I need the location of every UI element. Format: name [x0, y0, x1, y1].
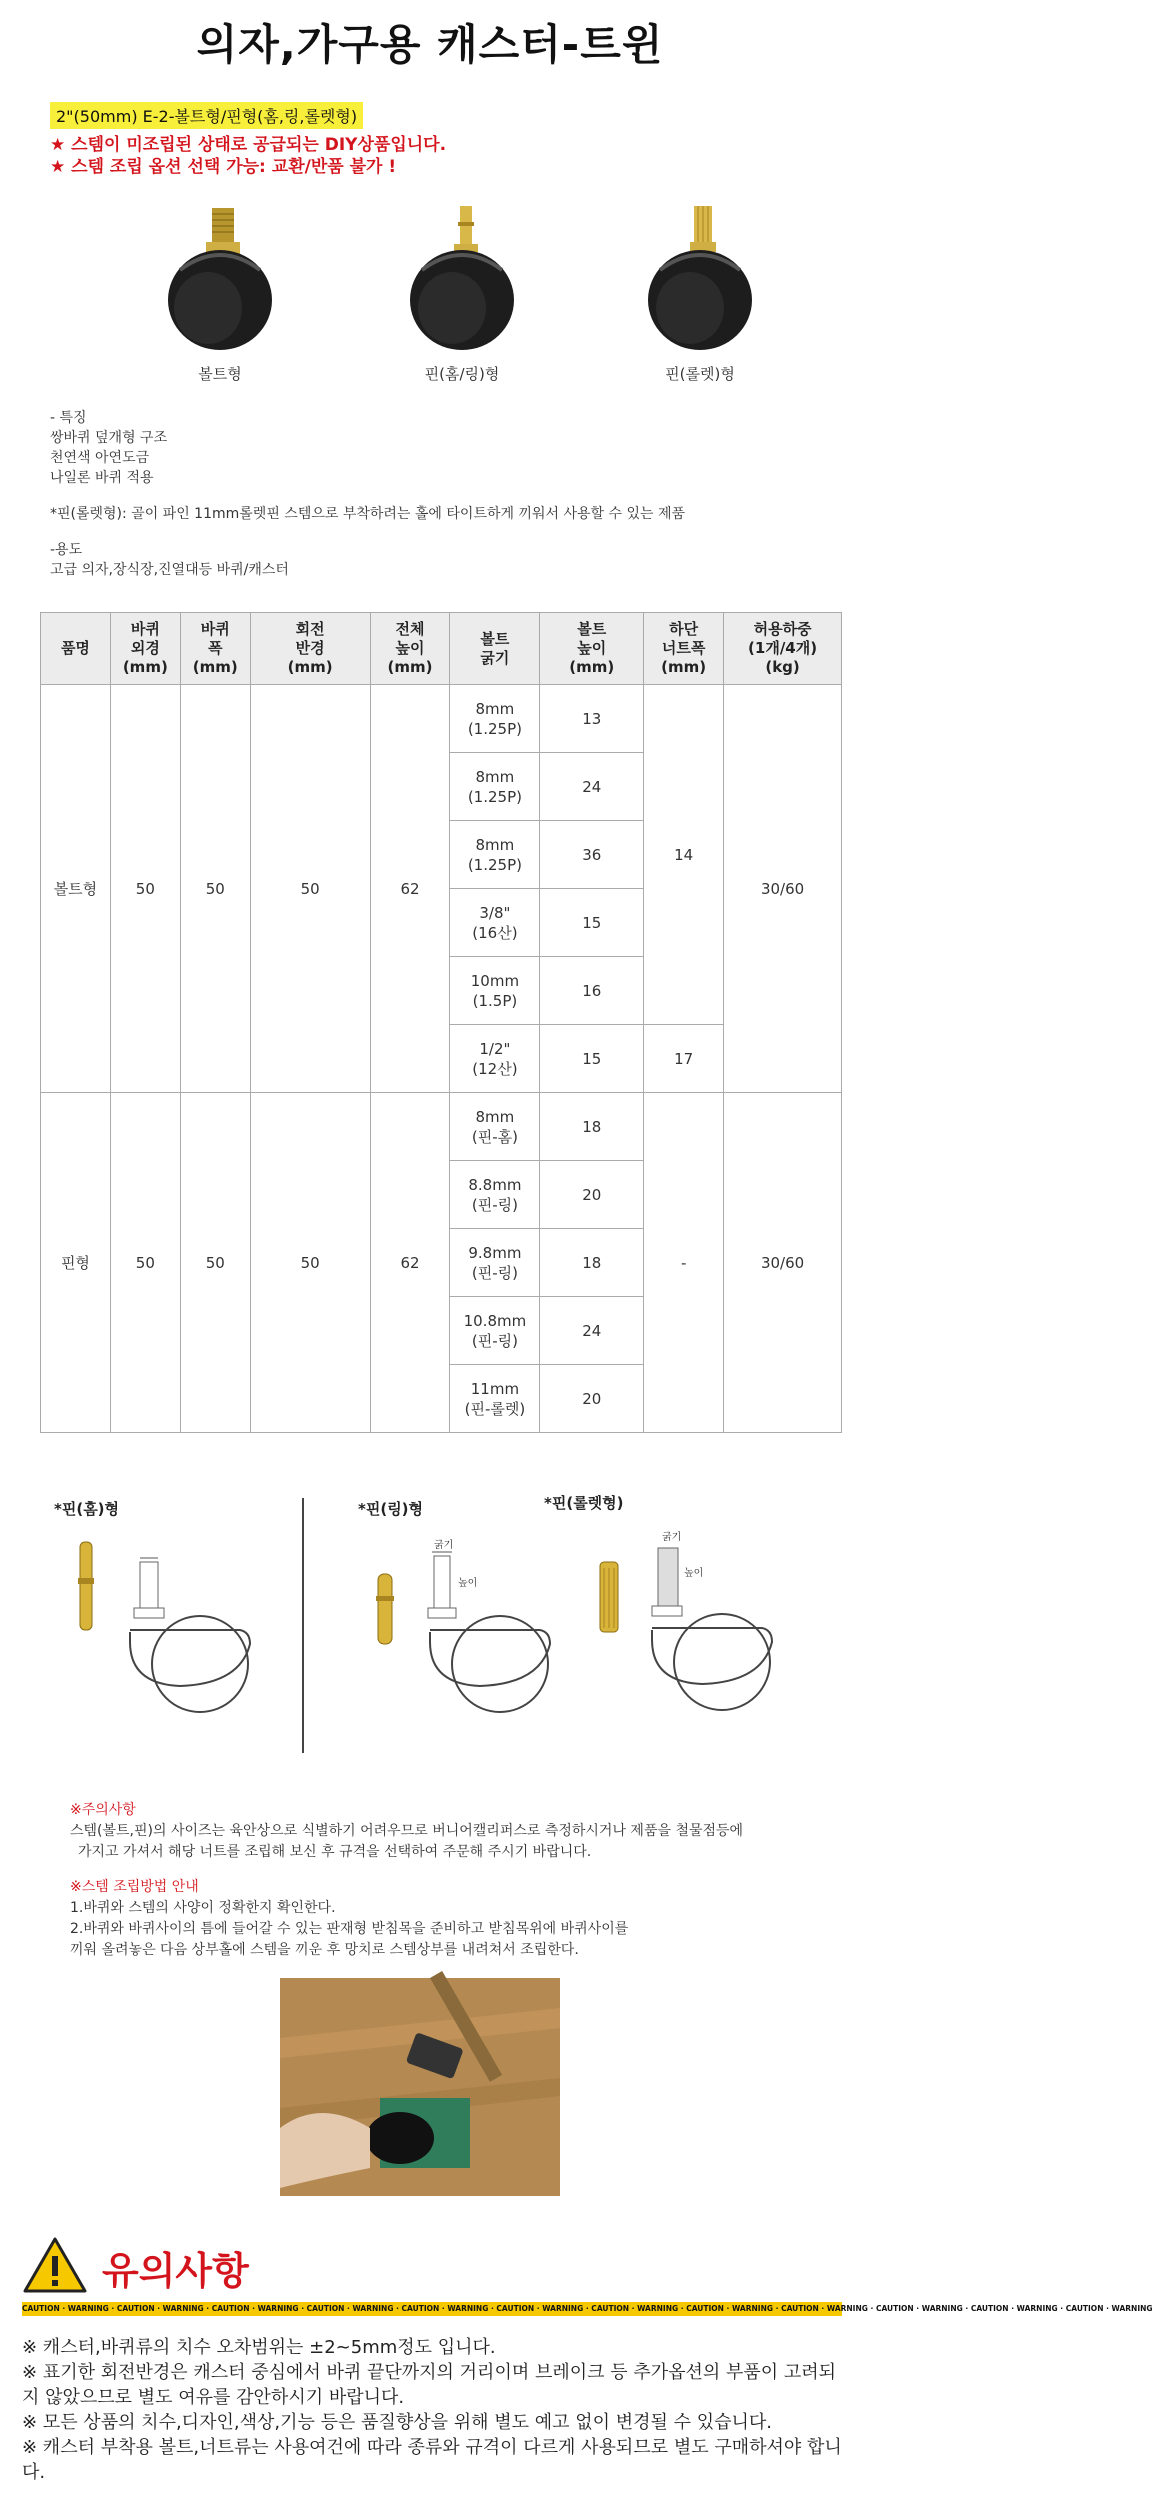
warning-triangle-icon [22, 2236, 88, 2294]
bolt-radius: 50 [250, 685, 370, 1093]
col-radius: 회전 반경 (mm) [250, 613, 370, 685]
assembly-step: 끼워 올려놓은 다음 상부홀에 스템을 끼운 후 망치로 스템상부를 내려쳐서 조립한다. [70, 1942, 579, 1958]
thickness-cell: 8mm (핀-홈) [450, 1093, 540, 1161]
thickness-cell: 3/8" (16산) [450, 889, 540, 957]
pin-note: *핀(롤렛형): 골이 파인 11mm롤렛핀 스템으로 부착하려는 홀에 타이트하게 끼워서 사용할 수 있는 제품 [50, 506, 686, 522]
pin-rollet-caster-image [600, 200, 800, 390]
pin-ring-label: *핀(링)형 [358, 1500, 424, 1518]
warning-list [22, 2335, 842, 2485]
thickness-cell: 8mm (1.25P) [450, 821, 540, 889]
feature-line: 쌍바퀴 덮개형 구조 [50, 430, 168, 446]
features-heading: - 특징 [50, 410, 87, 426]
thickness-cell: 8mm (1.25P) [450, 753, 540, 821]
table-row [41, 685, 842, 753]
thickness-text: 굵기 [434, 1540, 454, 1551]
pin-rollet-diagram [586, 1528, 806, 1748]
caster-photo-row [0, 200, 860, 390]
feature-line: 천연색 아연도금 [50, 450, 150, 466]
pin-diagram-section [40, 1478, 840, 1768]
bolt-height-cell: 15 [540, 1025, 644, 1093]
warning-item: ※ 캐스터 부착용 볼트,너트류는 사용여건에 따라 종류와 규격이 다르게 사용되므로 별도 구매하셔야 합니다. [22, 2437, 842, 2483]
bolt-outer: 50 [110, 685, 180, 1093]
thickness-cell: 8mm (1.25P) [450, 685, 540, 753]
thickness-cell: 8.8mm (핀-링) [450, 1161, 540, 1229]
warning-item: ※ 모든 상품의 치수,디자인,색상,기능 등은 품질향상을 위해 별도 예고 없이 변경될 수 있습니다. [22, 2412, 772, 2433]
bolt-height-cell: 36 [540, 821, 644, 889]
table-header-row [41, 613, 842, 685]
nut-width-cell: 14 [644, 685, 724, 1025]
caution-notes [70, 1800, 743, 1961]
bolt-name: 볼트형 [41, 685, 111, 1093]
bolt-height-cell: 20 [540, 1365, 644, 1433]
col-bolt-height: 볼트 높이 (mm) [540, 613, 644, 685]
col-nut-width: 하단 너트폭 (mm) [644, 613, 724, 685]
warning-item: ※ 표기한 회전반경은 캐스터 중심에서 바퀴 끝단까지의 거리이며 브레이크 등 추가옵션의 부품이 고려되지 않았으므로 별도 여유를 감안하시기 바랍니다. [22, 2362, 837, 2408]
bolt-height-cell: 24 [540, 753, 644, 821]
bolt-height-cell: 24 [540, 1297, 644, 1365]
bolt-height-cell: 18 [540, 1229, 644, 1297]
bolt-height-cell: 18 [540, 1093, 644, 1161]
thickness-cell: 10mm (1.5P) [450, 957, 540, 1025]
warning-item: ※ 캐스터,바퀴류의 치수 오차범위는 ±2~5mm정도 입니다. [22, 2337, 496, 2358]
use-line: 고급 의자,장식장,진열대등 바퀴/캐스터 [50, 562, 289, 578]
assembly-step: 1.바퀴와 스템의 사양이 정확한지 확인한다. [70, 1900, 336, 1916]
diy-notice: ★ 스템이 미조립된 상태로 공급되는 DIY상품입니다. [50, 135, 447, 155]
pin-groove-diagram [70, 1534, 290, 1754]
nut-width-cell: 17 [644, 1025, 724, 1093]
feature-line: 나일론 바퀴 적용 [50, 470, 154, 486]
pin-radius: 50 [250, 1093, 370, 1433]
assembly-photo [280, 1978, 560, 2196]
assembly-step: 2.바퀴와 바퀴사이의 틈에 들어갈 수 있는 판재형 받침목을 준비하고 받침목위에 바퀴사이를 [70, 1921, 629, 1937]
pin-rollet-caster-label: 핀(롤렛)형 [665, 365, 735, 383]
bolt-caster-image [120, 200, 320, 390]
caution-text: 스템(볼트,핀)의 사이즈는 육안상으로 식별하기 어려우므로 버니어캘리퍼스로 측정하시거나 제품을 철물점등에 [70, 1823, 744, 1839]
option-notice: ★ 스템 조립 옵션 선택 가능: 교환/반품 불가 ! [50, 157, 397, 177]
bolt-caster-label: 볼트형 [198, 365, 242, 383]
pin-ring-caster-image [362, 200, 562, 390]
col-width: 바퀴 폭 (mm) [180, 613, 250, 685]
load-cell: 30/60 [724, 685, 842, 1093]
caution-heading: ※주의사항 [70, 1802, 136, 1818]
pin-name: 핀형 [41, 1093, 111, 1433]
col-load: 허용하중 (1개/4개) (kg) [724, 613, 842, 685]
bolt-width: 50 [180, 685, 250, 1093]
pin-height: 62 [370, 1093, 450, 1433]
pin-groove-label: *핀(홈)형 [54, 1500, 120, 1518]
pin-rollet-label: *핀(롤렛형) [544, 1494, 624, 1512]
bolt-height-cell: 15 [540, 889, 644, 957]
col-height: 전체 높이 (mm) [370, 613, 450, 685]
warning-title: 유의사항 [102, 2249, 249, 2293]
bolt-height: 62 [370, 685, 450, 1093]
col-outer: 바퀴 외경 (mm) [110, 613, 180, 685]
table-row [41, 1093, 842, 1161]
product-subtitle: 2"(50mm) E-2-볼트형/핀형(홈,링,롤렛형) [50, 102, 363, 129]
load-cell: 30/60 [724, 1093, 842, 1433]
diagram-divider [302, 1498, 304, 1753]
thickness-cell: 10.8mm (핀-링) [450, 1297, 540, 1365]
thickness-cell: 9.8mm (핀-링) [450, 1229, 540, 1297]
warning-header [22, 2232, 842, 2302]
thickness-cell: 11mm (핀-롤렛) [450, 1365, 540, 1433]
nut-width-cell: - [644, 1093, 724, 1433]
pin-ring-diagram [370, 1534, 590, 1754]
assembly-heading: ※스템 조립방법 안내 [70, 1879, 199, 1895]
pin-width: 50 [180, 1093, 250, 1433]
caution-tape: CAUTION · WARNING · CAUTION · WARNING · CAUTION · WARNING · CAUTION · WARNING · CAUTION · WARNING · CAUTION · WARNING · CAUTION · WARNING · CAUTION · WARNING · CAUTION · WARNING · CAUTION · WARNING · CAUTION · WARNING · CAUTION · WARNING [22, 2302, 842, 2316]
bolt-height-cell: 16 [540, 957, 644, 1025]
svg-text:높이: 높이 [684, 1568, 704, 1579]
spec-table [40, 612, 842, 1433]
bolt-height-cell: 20 [540, 1161, 644, 1229]
thickness-cell: 1/2" (12산) [450, 1025, 540, 1093]
pin-outer: 50 [110, 1093, 180, 1433]
height-text: 높이 [458, 1578, 478, 1589]
pin-ring-caster-label: 핀(홈/링)형 [424, 365, 500, 383]
bolt-height-cell: 13 [540, 685, 644, 753]
caution-text: 가지고 가셔서 해당 너트를 조립해 보신 후 규격을 선택하여 주문해 주시기 바랍니다. [78, 1844, 592, 1860]
svg-text:굵기: 굵기 [662, 1532, 682, 1543]
use-heading: -용도 [50, 542, 83, 558]
features-section [50, 408, 685, 580]
col-thickness: 볼트 굵기 [450, 613, 540, 685]
page-title: 의자,가구용 캐스터-트윈 [196, 20, 664, 69]
col-name: 품명 [41, 613, 111, 685]
